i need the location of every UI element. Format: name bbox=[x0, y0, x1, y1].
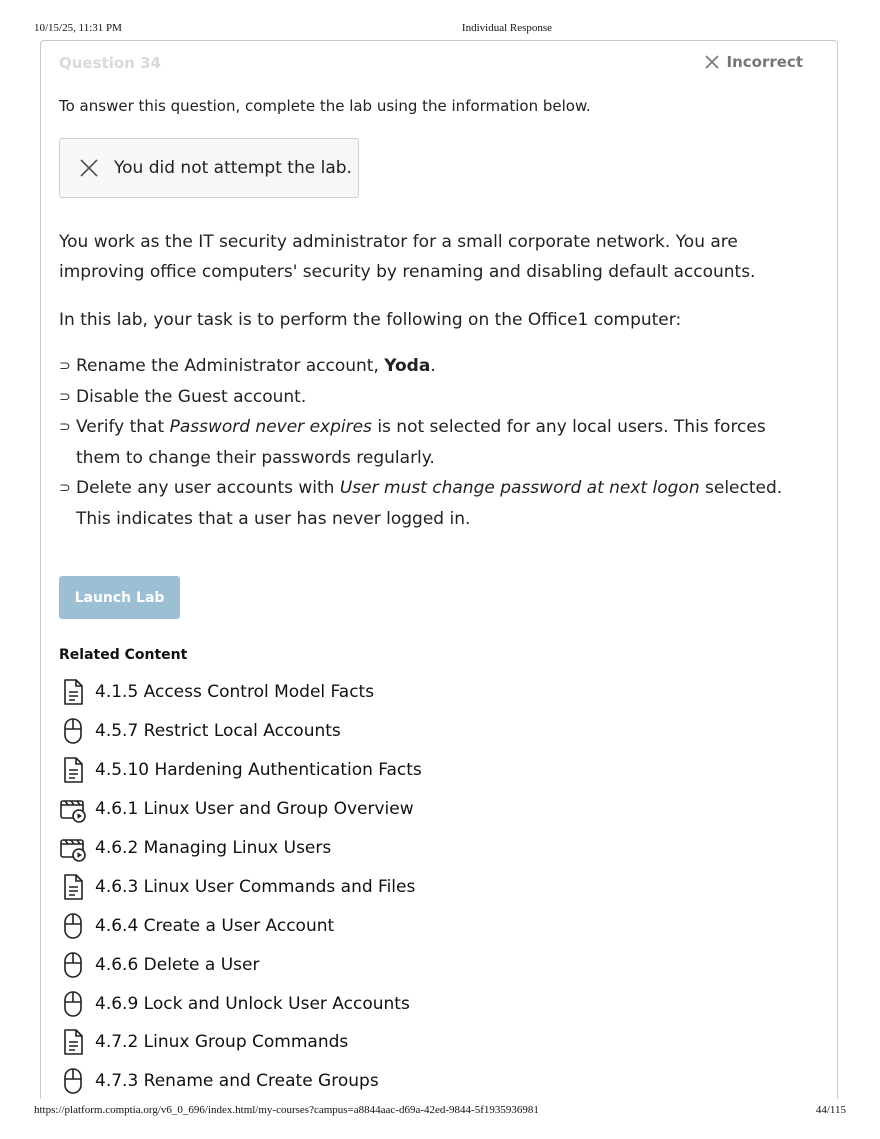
task-item: ⊃ Rename the Administrator account, Yoda. bbox=[59, 351, 804, 382]
result-label: Incorrect bbox=[726, 53, 803, 71]
result-status bbox=[705, 53, 804, 71]
scenario-paragraph: You work as the IT security administrator for a small corporate network. You are improving office computers' security by renaming and disabling default accounts. bbox=[59, 232, 756, 282]
related-item-label[interactable]: 4.6.2 Managing Linux Users bbox=[95, 838, 332, 858]
related-item[interactable] bbox=[59, 829, 422, 868]
related-item-label[interactable]: 4.6.6 Delete a User bbox=[95, 954, 260, 975]
related-item[interactable] bbox=[59, 984, 422, 1023]
related-item[interactable] bbox=[59, 751, 422, 790]
related-item[interactable] bbox=[59, 673, 422, 712]
question-card bbox=[40, 40, 838, 1099]
related-item-label[interactable]: 4.6.3 Linux User Commands and Files bbox=[95, 876, 416, 897]
task-item: ⊃ Verify that Password never expires is not selected for any local users. This forces them to change their passwords regularly. bbox=[59, 412, 804, 473]
related-item[interactable] bbox=[59, 1062, 422, 1099]
related-item-label[interactable]: 4.5.7 Restrict Local Accounts bbox=[95, 721, 341, 742]
related-content-list bbox=[59, 673, 422, 1099]
related-item[interactable] bbox=[59, 945, 422, 984]
document-icon bbox=[59, 1028, 87, 1056]
bullet-icon: ⊃ bbox=[59, 388, 71, 405]
mouse-icon bbox=[59, 1067, 87, 1095]
close-icon bbox=[80, 159, 98, 177]
document-icon bbox=[59, 873, 87, 901]
document-icon bbox=[59, 756, 87, 784]
related-item-label[interactable]: 4.6.4 Create a User Account bbox=[95, 915, 335, 936]
print-footer bbox=[0, 1104, 880, 1118]
related-item[interactable] bbox=[59, 790, 422, 829]
bullet-icon: ⊃ bbox=[59, 480, 71, 496]
related-item-label[interactable]: 4.6.9 Lock and Unlock User Accounts bbox=[95, 993, 410, 1014]
related-item[interactable] bbox=[59, 1023, 422, 1062]
task-item: ⊃ Disable the Guest account. bbox=[59, 382, 804, 413]
video-icon bbox=[59, 834, 87, 862]
related-item[interactable] bbox=[59, 906, 422, 945]
attempt-status-text: You did not attempt the lab. bbox=[114, 158, 352, 178]
mouse-icon bbox=[59, 717, 87, 745]
document-icon bbox=[59, 678, 87, 706]
mouse-icon bbox=[59, 990, 87, 1018]
mouse-icon bbox=[59, 912, 87, 940]
attempt-status-box bbox=[59, 138, 359, 198]
bullet-icon: ⊃ bbox=[59, 358, 71, 374]
related-item-label[interactable]: 4.6.1 Linux User and Group Overview bbox=[95, 799, 414, 820]
print-header bbox=[0, 22, 880, 36]
task-list bbox=[59, 351, 804, 534]
video-icon bbox=[59, 795, 87, 823]
print-url: https://platform.comptia.org/v6_0_696/index.html/my-courses?campus=a8844aac-d69a-42ed-9844-5f1935936981 bbox=[34, 1104, 539, 1116]
mouse-icon bbox=[59, 951, 87, 979]
related-content-heading: Related Content bbox=[59, 647, 188, 663]
related-item-label[interactable]: 4.5.10 Hardening Authentication Facts bbox=[95, 760, 422, 781]
related-item-label[interactable]: 4.7.2 Linux Group Commands bbox=[95, 1032, 349, 1053]
bullet-icon: ⊃ bbox=[59, 419, 71, 435]
print-datetime: 10/15/25, 11:31 PM bbox=[34, 22, 122, 34]
related-item-label[interactable]: 4.7.3 Rename and Create Groups bbox=[95, 1071, 379, 1092]
print-page-number: 44/115 bbox=[815, 1104, 846, 1116]
task-item: ⊃ Delete any user accounts with User must change password at next logon selected. This indicates that a user has never logged in. bbox=[59, 473, 804, 534]
print-page-title: Individual Response bbox=[461, 22, 553, 34]
close-icon bbox=[705, 55, 719, 69]
related-item-label[interactable]: 4.1.5 Access Control Model Facts bbox=[95, 682, 375, 703]
task-intro-paragraph: In this lab, your task is to perform the following on the Office1 computer: bbox=[59, 310, 682, 330]
question-title: Question 34 bbox=[59, 54, 161, 72]
question-intro: To answer this question, complete the lab using the information below. bbox=[59, 97, 591, 115]
related-item[interactable] bbox=[59, 867, 422, 906]
launch-lab-button[interactable]: Launch Lab bbox=[59, 576, 180, 619]
related-item[interactable] bbox=[59, 712, 422, 751]
